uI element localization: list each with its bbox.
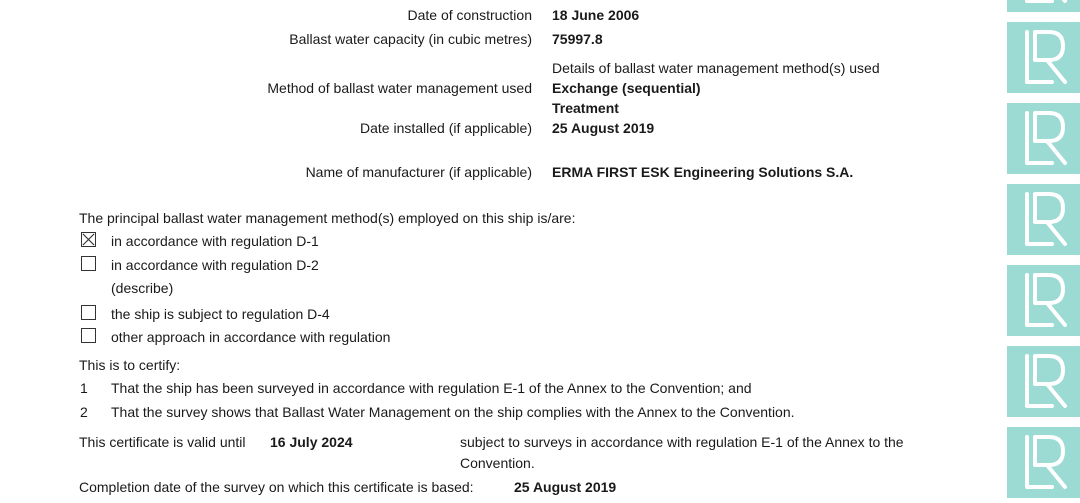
checkbox-cross-icon [82, 233, 95, 246]
certify-item-text: That the survey shows that Ballast Water Management on the ship complies with the Annex to the Convention. [111, 404, 795, 420]
principal-method-intro: The principal ballast water management method(s) employed on this ship is/are: [79, 210, 576, 226]
completion-date: 25 August 2019 [514, 479, 617, 495]
certify-item-text: That the ship has been surveyed in accordance with regulation E-1 of the Annex to the Convention; and [111, 380, 752, 396]
field-label-ballast-capacity: Ballast water capacity (in cubic metres) [289, 31, 532, 47]
lr-logo-icon [1007, 346, 1080, 417]
certify-intro: This is to certify: [79, 357, 181, 373]
lr-logo-icon [1007, 265, 1080, 336]
field-header-method-details: Details of ballast water management method(s) used [552, 60, 880, 76]
field-label-date-of-construction: Date of construction [407, 7, 532, 23]
field-value-ballast-capacity: 75997.8 [552, 31, 603, 47]
lr-logo-icon [1007, 184, 1080, 255]
lr-logo-icon [1007, 427, 1080, 498]
option-label-d1: in accordance with regulation D-1 [111, 233, 319, 249]
lr-watermark-strip [1007, 0, 1080, 503]
validity-condition-cont: Convention. [460, 455, 535, 471]
checkbox-d2[interactable] [81, 256, 96, 271]
option-label-d2: in accordance with regulation D-2 [111, 257, 319, 273]
lr-logo-icon [1007, 22, 1080, 93]
certify-item-number: 2 [80, 404, 88, 420]
lr-logo-icon [1007, 0, 1080, 12]
lr-logo-icon [1007, 103, 1080, 174]
validity-condition: subject to surveys in accordance with regulation E-1 of the Annex to the [460, 434, 904, 450]
field-label-management-method: Method of ballast water management used [267, 80, 532, 96]
field-label-date-installed: Date installed (if applicable) [360, 120, 532, 136]
validity-date: 16 July 2024 [270, 434, 353, 450]
checkbox-other-approach[interactable] [81, 328, 96, 343]
checkbox-d4[interactable] [81, 305, 96, 320]
certify-item-number: 1 [80, 380, 88, 396]
field-value-method-treatment: Treatment [552, 100, 619, 116]
checkbox-d1[interactable] [81, 232, 96, 247]
validity-label: This certificate is valid until [79, 434, 246, 450]
field-value-date-of-construction: 18 June 2006 [552, 7, 640, 23]
option-label-d4: the ship is subject to regulation D-4 [111, 306, 330, 322]
field-value-method-exchange: Exchange (sequential) [552, 80, 701, 96]
option-label-other: other approach in accordance with regulation [111, 329, 391, 345]
field-label-manufacturer: Name of manufacturer (if applicable) [305, 164, 532, 180]
field-value-manufacturer: ERMA FIRST ESK Engineering Solutions S.A. [552, 164, 854, 180]
option-note-describe: (describe) [111, 280, 174, 296]
completion-label: Completion date of the survey on which this certificate is based: [79, 479, 474, 495]
field-value-date-installed: 25 August 2019 [552, 120, 655, 136]
